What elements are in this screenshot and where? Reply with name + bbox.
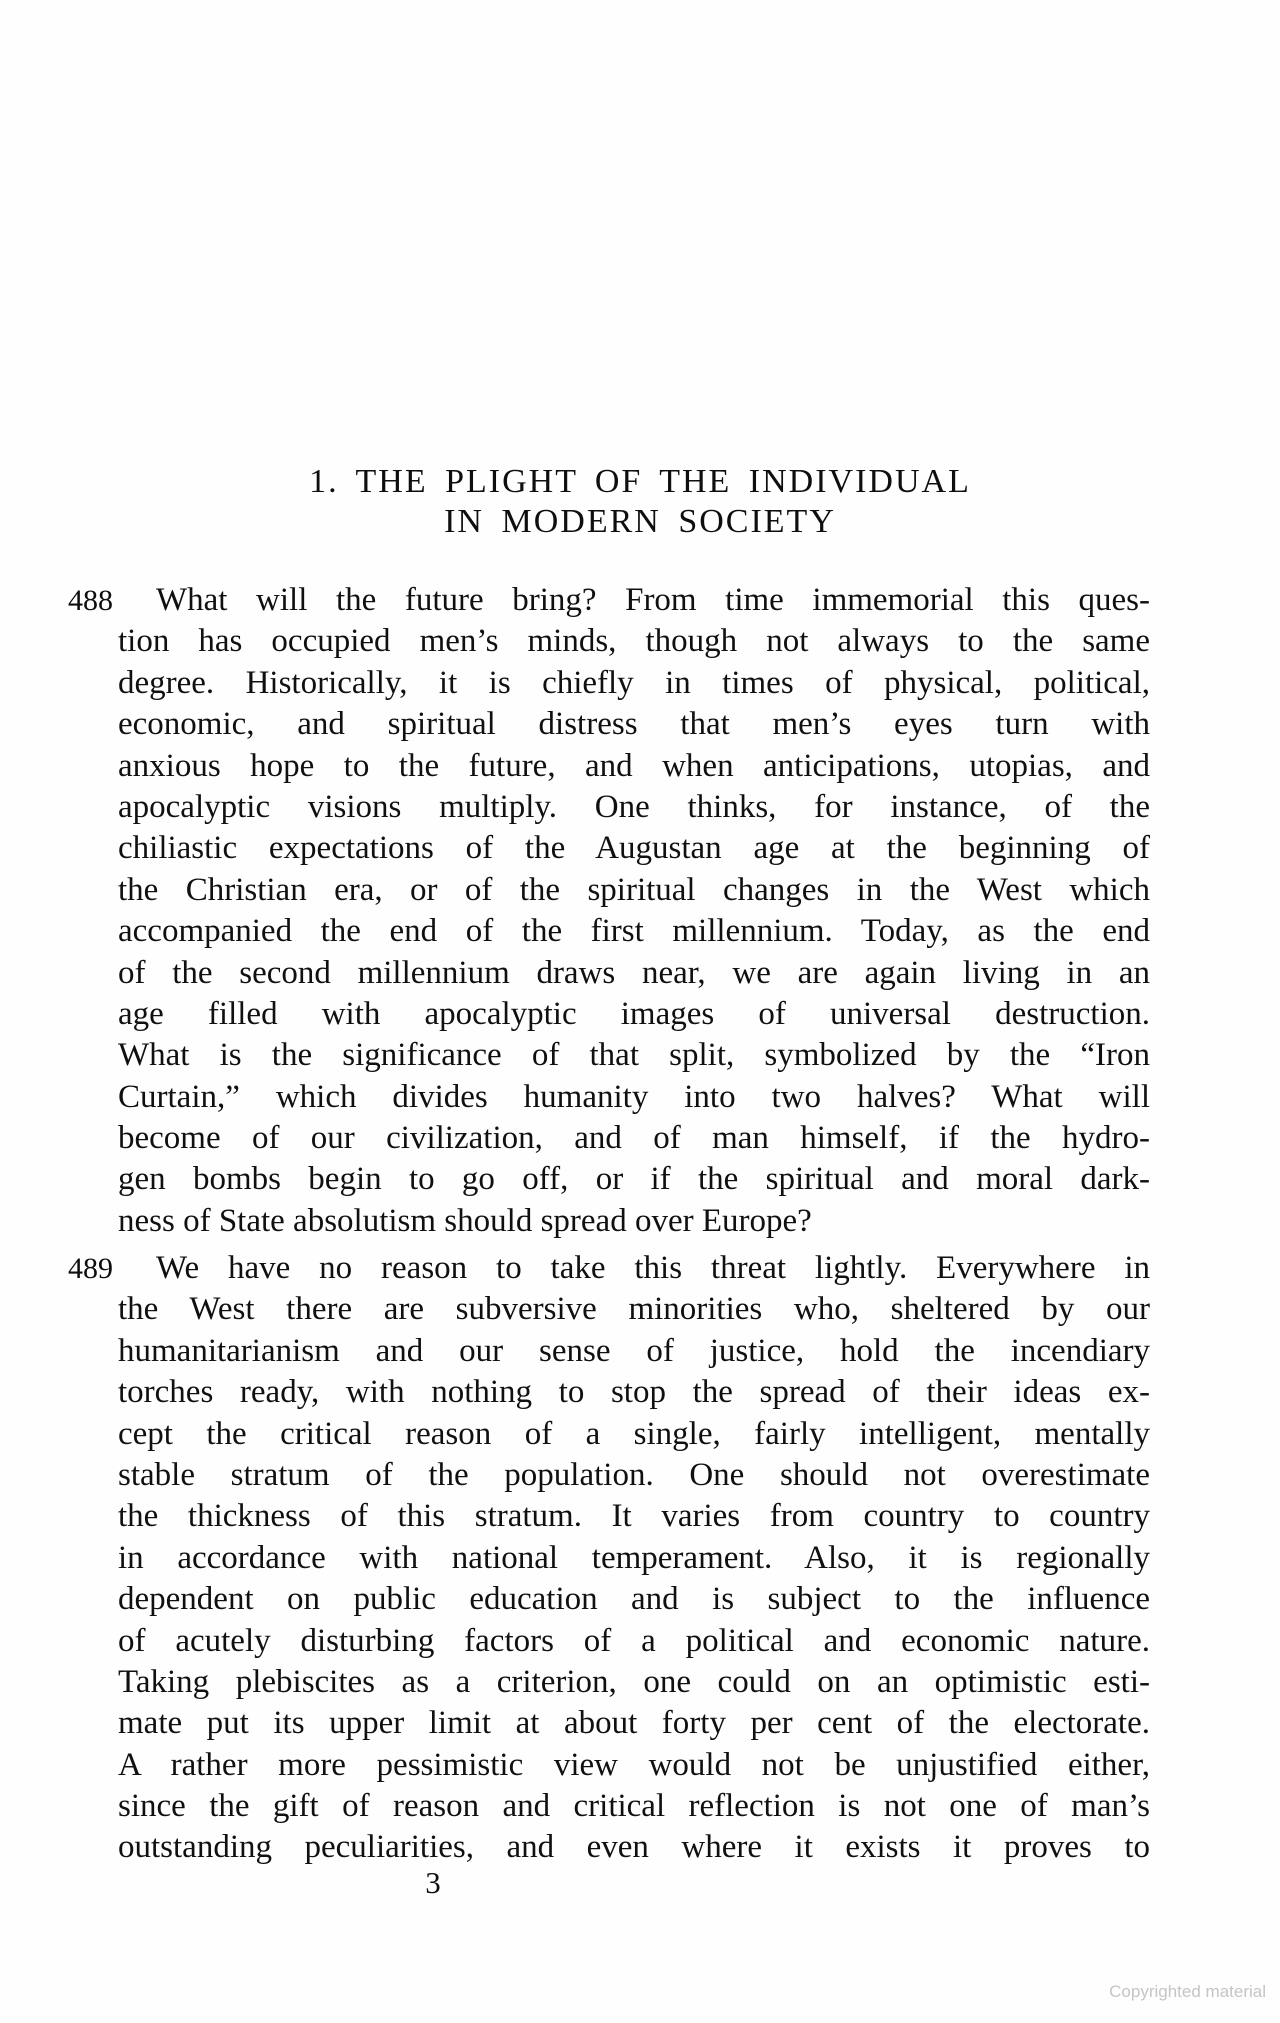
text-line: dependent on public education and is subject to the influence <box>118 1581 1150 1618</box>
text-line: What is the significance of that split, symbolized by the “Iron <box>118 1037 1150 1074</box>
text-line: in accordance with national temperament. Also, it is regionally <box>118 1539 1150 1576</box>
text-line: ness of State absolutism should spread over Europe? <box>118 1202 812 1239</box>
text-line: humanitarianism and our sense of justice, hold the incendiary <box>118 1332 1150 1369</box>
text-line: Curtain,” which divides humanity into two halves? What will <box>118 1078 1150 1115</box>
paragraph-489 <box>118 1248 1150 1869</box>
text-line: cept the critical reason of a single, fairly intelligent, mentally <box>118 1415 1150 1452</box>
text-line: become of our civilization, and of man himself, if the hydro- <box>118 1120 1150 1157</box>
text-line: of the second millennium draws near, we are again living in an <box>118 954 1150 991</box>
chapter-heading-line-2: IN MODERN SOCIETY <box>444 503 836 540</box>
page-number: 3 <box>425 1865 441 1900</box>
text-line: torches ready, with nothing to stop the spread of their ideas ex- <box>118 1374 1150 1411</box>
text-line: Taking plebiscites as a criterion, one could on an optimistic esti- <box>118 1663 1150 1700</box>
text-line: the West there are subversive minorities who, sheltered by our <box>118 1291 1150 1328</box>
chapter-heading <box>0 462 1280 542</box>
text-line: economic, and spiritual distress that men’s eyes turn with <box>118 706 1150 743</box>
text-line: since the gift of reason and critical reflection is not one of man’s <box>118 1788 1150 1825</box>
text-line: What will the future bring? From time immemorial this ques- <box>156 582 1150 618</box>
text-line: degree. Historically, it is chiefly in times of physical, political, <box>118 664 1150 701</box>
paragraph-number-489: 489 <box>68 1252 113 1285</box>
text-line: the thickness of this stratum. It varies from country to country <box>118 1498 1150 1535</box>
text-line: gen bombs begin to go off, or if the spiritual and moral dark- <box>118 1161 1150 1198</box>
text-line: chiliastic expectations of the Augustan age at the beginning of <box>118 830 1150 867</box>
text-line: A rather more pessimistic view would not be unjustified either, <box>118 1746 1150 1783</box>
text-line: anxious hope to the future, and when anticipations, utopias, and <box>118 747 1150 784</box>
text-line: the Christian era, or of the spiritual changes in the West which <box>118 871 1150 908</box>
text-line: of acutely disturbing factors of a political and economic nature. <box>118 1622 1150 1659</box>
chapter-heading-line-1: 1. THE PLIGHT OF THE INDIVIDUAL <box>309 463 971 500</box>
text-line: tion has occupied men’s minds, though not always to the same <box>118 623 1150 660</box>
text-line: outstanding peculiarities, and even where it exists it proves to <box>118 1829 1150 1866</box>
paragraph-number-488: 488 <box>68 584 113 617</box>
text-line: apocalyptic visions multiply. One thinks, for instance, of the <box>118 788 1150 825</box>
text-line: age filled with apocalyptic images of universal destruction. <box>118 995 1150 1032</box>
text-line: mate put its upper limit at about forty per cent of the electorate. <box>118 1705 1150 1742</box>
paragraph-488 <box>118 580 1150 1242</box>
text-line: We have no reason to take this threat lightly. Everywhere in <box>156 1250 1150 1286</box>
text-line: accompanied the end of the first millennium. Today, as the end <box>118 913 1150 950</box>
text-line: stable stratum of the population. One should not overestimate <box>118 1456 1150 1493</box>
copyright-watermark: Copyrighted material <box>1109 1982 1266 2001</box>
